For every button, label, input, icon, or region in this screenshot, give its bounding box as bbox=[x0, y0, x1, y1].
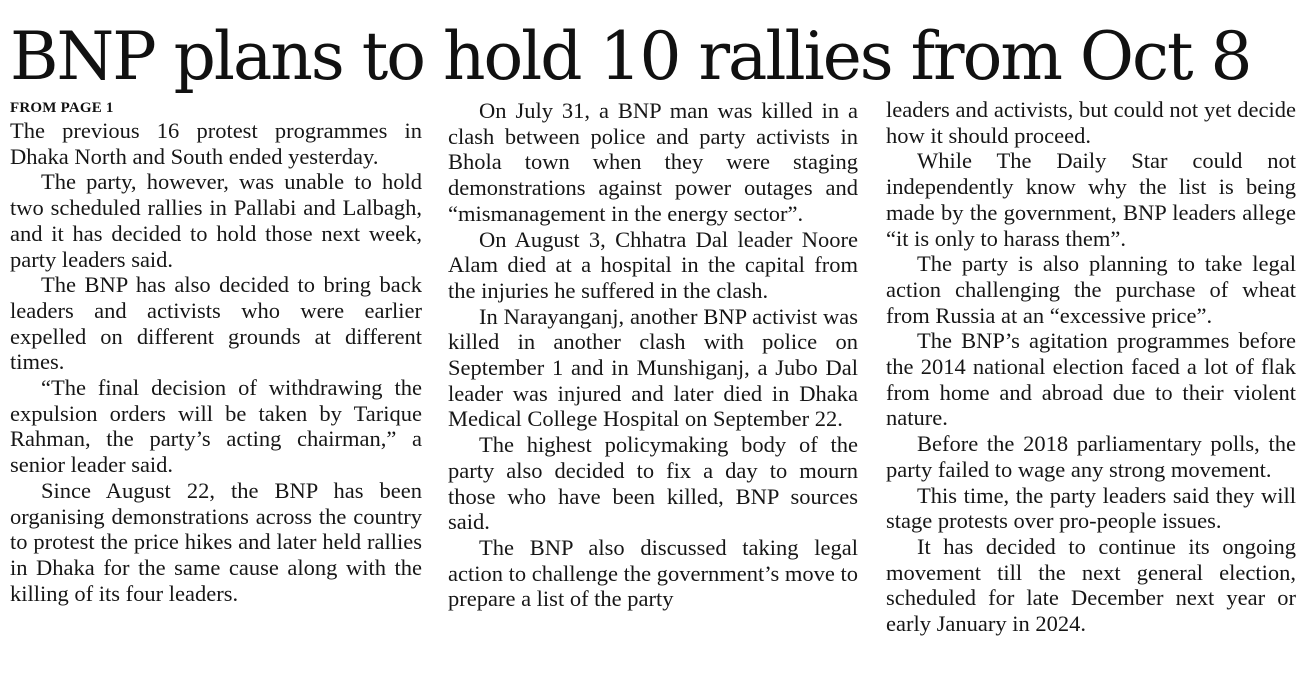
paragraph: This time, the party leaders said they will stage protests over pro-people issues. bbox=[886, 482, 1296, 534]
paragraph: On August 3, Chhatra Dal leader Noore Alam died at a hospital in the capital from the injuries he suffered in the clash. bbox=[448, 226, 858, 303]
paragraph-continued: leaders and activists, but could not yet decide how it should proceed. bbox=[886, 97, 1296, 148]
paragraph: The highest policymaking body of the party also decided to fix a day to mourn those who have been killed, BNP sources said. bbox=[448, 432, 858, 535]
paragraph: The BNP’s agitation programmes before the 2014 national election faced a lot of flak from home and abroad due to their violent nature. bbox=[886, 328, 1296, 431]
article-column-1 bbox=[10, 98, 422, 606]
paragraph: Before the 2018 parliamentary polls, the party failed to wage any strong movement. bbox=[886, 431, 1296, 482]
paragraph: On July 31, a BNP man was killed in a clash between police and party activists in Bhola town when they were staging demonstrations against power outages and “mismanagement in the energy sector”. bbox=[448, 98, 858, 226]
paragraph: Since August 22, the BNP has been organising demonstrations across the country to protest the price hikes and later held rallies in Dhaka for the same cause along with the killing of its four leaders. bbox=[10, 477, 422, 606]
paragraph: The BNP has also decided to bring back leaders and activists who were earlier expelled on different grounds at different times. bbox=[10, 272, 422, 375]
paragraph: It has decided to continue its ongoing movement till the next general election, scheduled for late December next year or early January in 2024. bbox=[886, 533, 1296, 637]
paragraph: While The Daily Star could not independently know why the list is being made by the government, BNP leaders allege “it is only to harass them”. bbox=[886, 148, 1296, 251]
paragraph: The party, however, was unable to hold two scheduled rallies in Pallabi and Lalbagh, and it has decided to hold those next week, party leaders said. bbox=[10, 169, 422, 272]
article-column-3 bbox=[886, 97, 1296, 637]
paragraph: The previous 16 protest programmes in Dhaka North and South ended yesterday. bbox=[10, 118, 422, 169]
paragraph: The party is also planning to take legal action challenging the purchase of wheat from Russia at an “excessive price”. bbox=[886, 251, 1296, 328]
headline: BNP plans to hold 10 rallies from Oct 8 bbox=[10, 18, 1251, 95]
article-column-2 bbox=[448, 98, 858, 612]
kicker: FROM PAGE 1 bbox=[10, 100, 114, 116]
paragraph: “The final decision of withdrawing the expulsion orders will be taken by Tarique Rahman, the party’s acting chairman,” a senior leader said. bbox=[10, 375, 422, 478]
paragraph: The BNP also discussed taking legal action to challenge the government’s move to prepare a list of the party bbox=[448, 534, 858, 612]
paragraph: In Narayanganj, another BNP activist was killed in another clash with police on September 1 and in Munshiganj, a Jubo Dal leader was injured and later died in Dhaka Medical College Hospital on September 22. bbox=[448, 303, 858, 432]
